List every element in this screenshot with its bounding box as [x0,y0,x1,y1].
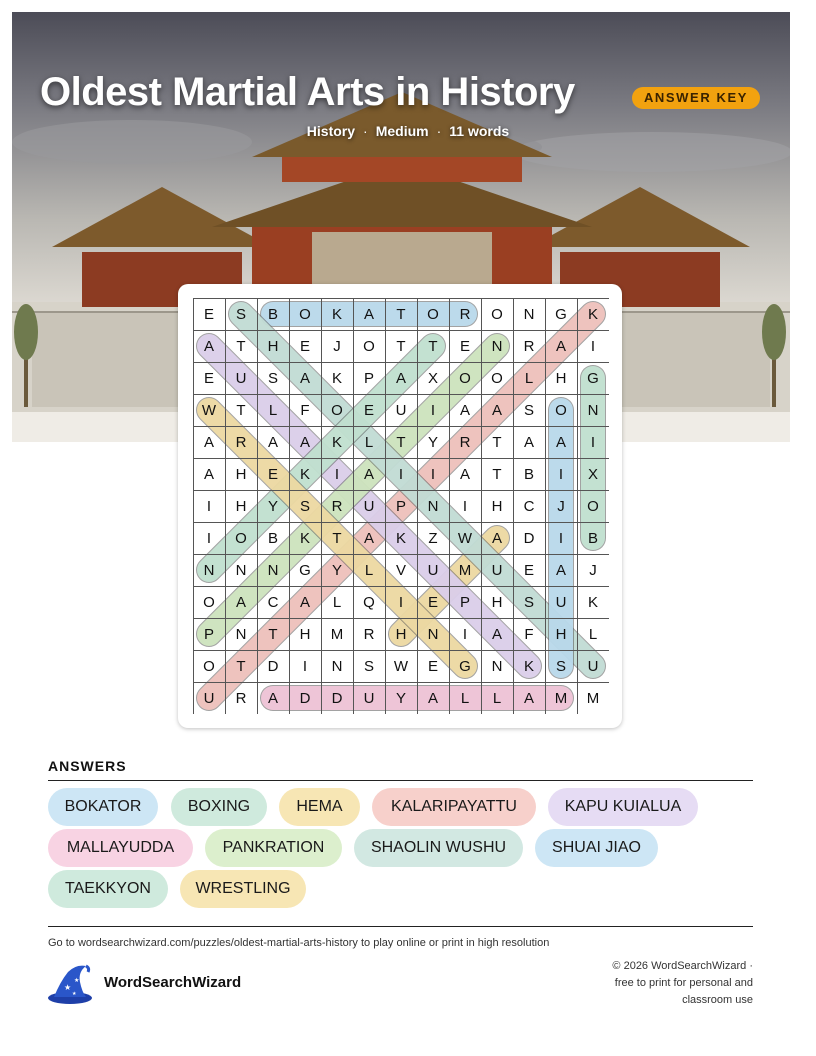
grid-letter: Y [331,562,343,579]
answer-chip: KALARIPAYATTU [372,788,536,826]
difficulty-label: Medium [375,123,429,139]
grid-letter: T [236,402,246,419]
grid-letter: A [363,466,375,483]
grid-letter: I [462,498,468,515]
grid-letter: E [523,562,535,579]
grid-letter: E [459,338,471,355]
grid-letter: N [427,626,439,643]
grid-letter: E [267,466,279,483]
answer-chip: HEMA [279,788,360,826]
grid-letter: W [201,402,217,419]
grid-letter: E [427,594,439,611]
grid-letter: T [396,338,406,355]
grid-letter: L [364,434,374,451]
grid-letter: T [492,466,502,483]
grid-letter: A [555,338,567,355]
grid-letter: A [363,530,375,547]
grid-letter: N [587,402,599,419]
answer-key-badge: ANSWER KEY [632,87,760,109]
grid-letter: T [428,338,438,355]
grid-letter: T [396,306,406,323]
grid-letter: T [236,658,246,675]
grid-letter: G [459,658,471,675]
grid-letter: G [555,306,567,323]
grid-letter: S [523,594,535,611]
separator: · [363,123,368,139]
grid-letter: R [235,434,247,451]
grid-letter: S [555,658,567,675]
grid-letter: E [299,338,311,355]
grid-letter: W [457,530,473,547]
grid-letter: R [331,498,343,515]
grid-letter: A [203,434,215,451]
grid-letter: Y [267,498,279,515]
grid-letter: O [203,658,215,675]
grid-letter: I [430,402,436,419]
grid-letter: B [267,530,279,547]
grid-letter: Q [363,594,375,611]
grid-letter: O [491,306,503,323]
grid-letter: H [267,338,279,355]
grid-letter: A [459,402,471,419]
grid-letter: K [523,658,535,675]
grid-letter: D [299,690,311,707]
grid-letter: U [427,562,439,579]
grid-letter: C [267,594,279,611]
grid-letter: I [206,530,212,547]
grid-letter: O [427,306,439,323]
answer-chip: KAPU KUIALUA [548,788,698,826]
grid-letter: I [334,466,340,483]
grid-letter: H [555,626,567,643]
grid-letter: I [206,498,212,515]
grid-letter: T [492,434,502,451]
grid-letter: A [555,434,567,451]
grid-letter: S [267,370,279,387]
grid-letter: R [235,690,247,707]
grid-letter: B [587,530,599,547]
grid-letter: A [363,306,375,323]
grid-letter: S [299,498,311,515]
grid-letter: H [299,626,311,643]
grid-letter: I [590,434,596,451]
grid-letter: L [332,594,342,611]
grid-letter: T [236,338,246,355]
grid-letter: B [267,306,279,323]
grid-letter: H [491,594,503,611]
grid-letter: K [331,370,343,387]
svg-text:★: ★ [72,991,77,997]
grid-letter: I [302,658,308,675]
grid-letter: H [235,498,247,515]
grid-letter: Y [395,690,407,707]
grid-letter: U [587,658,599,675]
grid-letter: O [331,402,343,419]
grid-letter: L [460,690,470,707]
grid-letter: N [235,626,247,643]
separator: · [436,123,442,139]
grid-letter: D [331,690,343,707]
answer-chip: PANKRATION [205,829,342,867]
grid-letter: N [267,562,279,579]
grid-letter: H [395,626,407,643]
grid-letter: N [523,306,535,323]
divider [48,780,753,781]
grid-letter: L [268,402,278,419]
svg-text:★: ★ [64,983,72,992]
grid-letter: O [491,370,503,387]
grid-letter: O [203,594,215,611]
copyright-text [553,958,753,1009]
grid-letter: O [235,530,247,547]
grid-letter: T [268,626,278,643]
grid-letter: I [558,466,564,483]
grid-letter: L [364,562,374,579]
grid-letter: F [300,402,310,419]
grid-letter: A [491,626,503,643]
grid-letter: K [299,466,311,483]
answer-chip: WRESTLING [180,870,306,908]
grid-letter: P [395,498,407,515]
grid-letter: W [393,658,409,675]
grid-letter: A [523,690,535,707]
answer-chip: SHAOLIN WUSHU [354,829,523,867]
grid-letter: V [395,562,407,579]
grid-letter: O [299,306,311,323]
grid-letter: X [427,370,439,387]
grid-letter: I [558,530,564,547]
answers-heading: ANSWERS [48,758,127,774]
grid-letter: J [589,562,597,579]
answer-chip: BOKATOR [48,788,158,826]
grid-letter: L [588,626,598,643]
grid-letter: M [458,562,472,579]
grid-letter: A [235,594,247,611]
grid-letter: I [398,594,404,611]
grid-letter: R [459,306,471,323]
grid-letter: L [524,370,534,387]
grid-letter: N [331,658,343,675]
grid-letter: U [235,370,247,387]
grid-letter: F [524,626,534,643]
puzzle-meta [0,123,816,139]
grid-letter: I [398,466,404,483]
grid-letter: I [462,626,468,643]
grid-letter: E [363,402,375,419]
grid-letter: A [555,562,567,579]
grid-letter: U [491,562,503,579]
grid-letter: U [203,690,215,707]
grid-letter: G [587,370,599,387]
grid-letter: U [363,690,375,707]
grid-letter: H [235,466,247,483]
wizard-hat-icon [46,962,94,1006]
copyright-line: classroom use [682,994,753,1006]
grid-letter: A [299,594,311,611]
grid-letter: P [203,626,215,643]
brand-name: WordSearchWizard [104,974,242,991]
grid-letter: U [363,498,375,515]
grid-letter: M [586,690,600,707]
grid-letter: R [363,626,375,643]
grid-letter: E [203,370,215,387]
grid-letter: K [395,530,407,547]
grid-letter: O [459,370,471,387]
copyright-line: © 2026 WordSearchWizard · [612,960,753,972]
answer-chip: MALLAYUDDA [48,829,193,867]
grid-letter: U [555,594,567,611]
grid-letter: A [203,338,215,355]
grid-letter: P [363,370,375,387]
grid-letter: D [523,530,535,547]
grid-letter: N [427,498,439,515]
svg-text:★: ★ [74,977,80,984]
grid-letter: A [395,370,407,387]
grid-letter: A [491,530,503,547]
grid-letter: A [203,466,215,483]
grid-letter: N [203,562,215,579]
grid-letter: A [267,434,279,451]
grid-letter: Y [427,434,439,451]
grid-letter: A [523,434,535,451]
grid-letter: K [331,306,343,323]
grid-letter: N [491,338,503,355]
grid-letter: K [587,594,599,611]
grid-letter: A [491,402,503,419]
grid-letter: C [523,498,535,515]
grid-letter: U [395,402,407,419]
grid-letter: L [492,690,502,707]
footer-link-text[interactable]: Go to wordsearchwizard.com/puzzles/oldest-martial-arts-history to play online or print in high resolution [48,937,550,949]
grid-letter: M [554,690,568,707]
grid-letter: R [459,434,471,451]
category-label: History [306,123,356,139]
footer-divider [48,926,753,927]
grid-letter: O [555,402,567,419]
answer-chip: SHUAI JIAO [535,829,658,867]
grid-letter: S [235,306,247,323]
grid-letter: G [299,562,311,579]
copyright-line: free to print for personal and [614,977,753,989]
grid-letter: O [587,498,599,515]
grid-letter: K [299,530,311,547]
grid-letter: T [396,434,406,451]
grid-letter: T [332,530,342,547]
word-search-grid [193,298,609,714]
answer-chip: BOXING [171,788,267,826]
grid-letter: A [427,690,439,707]
grid-letter: X [587,466,599,483]
grid-letter: R [523,338,535,355]
grid-letter: A [267,690,279,707]
grid-letter: H [491,498,503,515]
grid-letter: K [331,434,343,451]
grid-letter: Z [428,530,438,547]
grid-letter: N [235,562,247,579]
grid-letter: B [523,466,535,483]
word-count-label: 11 words [449,123,510,139]
grid-letter: O [363,338,375,355]
grid-letter: J [557,498,565,515]
grid-letter: H [555,370,567,387]
grid-letter: I [590,338,596,355]
grid-letter: E [427,658,439,675]
page-title: Oldest Martial Arts in History [40,70,575,114]
grid-letter: A [299,370,311,387]
grid-letter: A [459,466,471,483]
grid-letter: P [459,594,471,611]
answer-chip: TAEKKYON [48,870,168,908]
grid-letter: D [267,658,279,675]
grid-letter: S [523,402,535,419]
grid-letter: M [330,626,344,643]
grid-letter: J [333,338,341,355]
grid-letter: A [299,434,311,451]
grid-letter: E [203,306,215,323]
grid-letter: S [363,658,375,675]
grid-letter: N [491,658,503,675]
grid-letter: K [587,306,599,323]
grid-letter: I [430,466,436,483]
